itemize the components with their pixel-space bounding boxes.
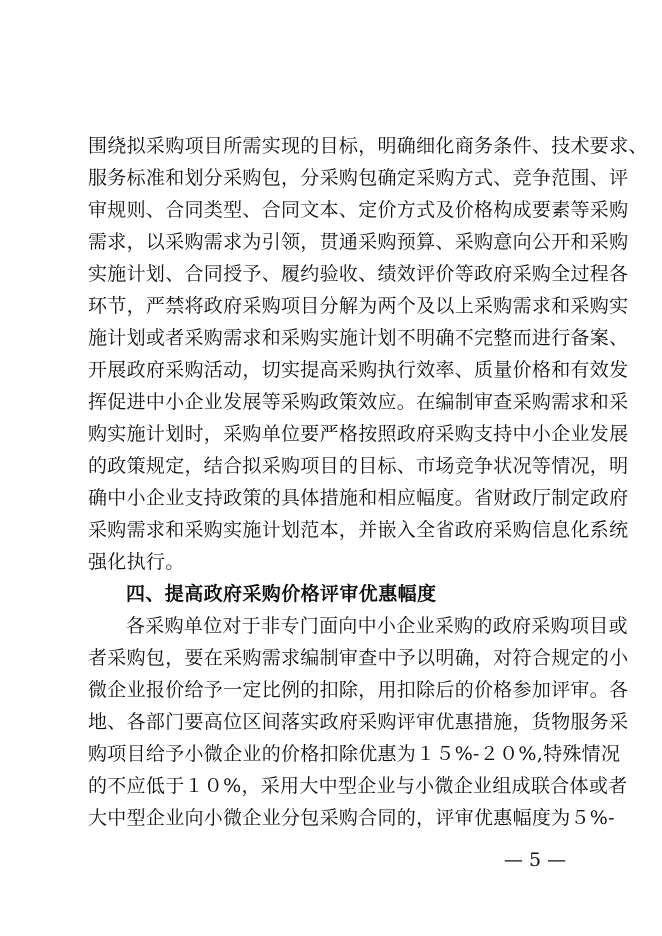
paragraph-1-line-11: 的政策规定，结合拟采购项目的目标、市场竞争状况等情况，明 <box>88 455 629 477</box>
paragraph-1-line-5: 实施计划、合同授予、履约验收、绩效评价等政府采购全过程各 <box>88 263 629 285</box>
paragraph-1-line-6: 环节，严禁将政府采购项目分解为两个及以上采购需求和采购实 <box>88 295 629 317</box>
paragraph-1-line-7: 施计划或者采购需求和采购实施计划不明确不完整而进行备案、 <box>88 327 629 349</box>
paragraph-2-line-2: 者采购包，要在采购需求编制审查中予以明确，对符合规定的小 <box>88 647 629 669</box>
paragraph-1-line-1: 围绕拟采购项目所需实现的目标，明确细化商务条件、技术要求、 <box>88 135 648 157</box>
paragraph-2-line-1: 各采购单位对于非专门面向中小企业采购的政府采购项目或 <box>126 615 628 637</box>
paragraph-1-line-10: 购实施计划时，采购单位要严格按照政府采购支持中小企业发展 <box>88 423 629 445</box>
paragraph-2-line-6: 的不应低于１０%，采用大中型企业与小微企业组成联合体或者 <box>88 775 628 797</box>
paragraph-1-line-2: 服务标准和划分采购包，分采购包确定采购方式、竞争范围、评 <box>88 167 629 189</box>
paragraph-1-line-9: 挥促进中小企业发展等采购政策效应。在编制审查采购需求和采 <box>88 391 629 413</box>
paragraph-2-line-5: 购项目给予小微企业的价格扣除优惠为１５%-２０%,特殊情况 <box>88 743 621 765</box>
paragraph-1-line-12: 确中小企业支持政策的具体措施和相应幅度。省财政厅制定政府 <box>88 487 629 509</box>
paragraph-2-line-4: 地、各部门要高位区间落实政府采购评审优惠措施，货物服务采 <box>88 711 629 733</box>
paragraph-1-line-13: 采购需求和采购实施计划范本，并嵌入全省政府采购信息化系统 <box>88 519 629 541</box>
paragraph-1-line-3: 审规则、合同类型、合同文本、定价方式及价格构成要素等采购 <box>88 199 629 221</box>
paragraph-1-line-14: 强化执行。 <box>88 551 185 573</box>
paragraph-1-line-4: 需求，以采购需求为引领，贯通采购预算、采购意向公开和采购 <box>88 231 629 253</box>
paragraph-2-line-3: 微企业报价给予一定比例的扣除，用扣除后的价格参加评审。各 <box>88 679 629 701</box>
paragraph-2-line-7: 大中型企业向小微企业分包采购合同的，评审优惠幅度为５%- <box>88 807 615 829</box>
paragraph-1-line-8: 开展政府采购活动，切实提高采购执行效率、质量价格和有效发 <box>88 359 629 381</box>
section-heading: 四、提高政府采购价格评审优惠幅度 <box>126 583 437 605</box>
page-number: — 5 — <box>503 849 567 871</box>
